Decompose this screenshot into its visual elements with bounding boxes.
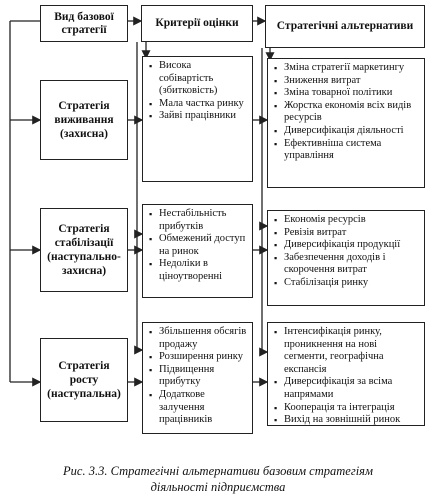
- alternatives-list: [268, 59, 424, 163]
- list-item: ▪ Жорстка економія всіх видів ресурсів: [274, 100, 420, 125]
- criteria-list: [143, 323, 252, 427]
- list-item: ▪ Економія ресурсів: [274, 214, 420, 227]
- header-alternatives-label: Стратегічні альтернативи: [276, 20, 414, 32]
- criteria-box-stabilization: [142, 204, 253, 298]
- list-item: ▪ Зниження витрат: [274, 75, 420, 88]
- list-item: ▪ Інтенсифікація ринку, проникнення на нові сегменти, географічна експансія: [274, 326, 420, 376]
- header-strategy-type: [40, 5, 128, 42]
- header-criteria-label: Критерії оцінки: [155, 17, 239, 29]
- header-strategy-type-label: Вид базової стратегії: [54, 10, 114, 36]
- criteria-list: [143, 57, 252, 123]
- list-item: ▪ Висока собівартість (збитковість): [149, 60, 248, 98]
- strategy-label: Стратегія росту (наступальна): [47, 360, 121, 400]
- list-item: ▪ Диверсифікація за всіма напрямами: [274, 376, 420, 401]
- alternatives-box-survival: [267, 58, 425, 188]
- list-item: ▪ Недоліки в ціноутворенні: [149, 258, 248, 283]
- list-item: ▪ Нестабільність прибутків: [149, 208, 248, 233]
- strategy-box-stabilization: [40, 208, 128, 292]
- list-item: ▪ Зайві працівники: [149, 110, 248, 123]
- alternatives-box-stabilization: [267, 210, 425, 306]
- figure-caption-line-2: діяльності підприємства: [150, 480, 286, 494]
- list-item: ▪ Ефективніша система управління: [274, 138, 420, 163]
- criteria-list: [143, 205, 252, 284]
- header-criteria: [141, 5, 253, 42]
- alternatives-list: [268, 211, 424, 290]
- strategy-label: Стратегія стабілізації (наступально-захисна): [47, 223, 121, 277]
- list-item: ▪ Додаткове залучення працівників: [149, 389, 248, 427]
- list-item: ▪ Обмежений доступ на ринок: [149, 233, 248, 258]
- list-item: ▪ Диверсифікація діяльності: [274, 125, 420, 138]
- strategy-box-growth: [40, 338, 128, 422]
- strategy-label: Стратегія виживання (захисна): [54, 100, 114, 140]
- list-item: ▪ Стабілізація ринку: [274, 277, 420, 290]
- list-item: ▪ Зміна товарної політики: [274, 87, 420, 100]
- list-item: ▪ Зміна стратегії маркетингу: [274, 62, 420, 75]
- header-alternatives: [265, 5, 425, 48]
- list-item: ▪ Підвищення прибутку: [149, 364, 248, 389]
- list-item: ▪ Збільшення обсягів продажу: [149, 326, 248, 351]
- strategy-box-survival: [40, 80, 128, 160]
- list-item: ▪ Вихід на зовнішній ринок: [274, 414, 420, 427]
- alternatives-list: [268, 323, 424, 427]
- list-item: ▪ Розширення ринку: [149, 351, 248, 364]
- figure-caption-line-1: Рис. 3.3. Стратегічні альтернативи базовим стратегіям: [63, 464, 373, 478]
- list-item: ▪ Мала частка ринку: [149, 98, 248, 111]
- list-item: ▪ Кооперація та інтеграція: [274, 402, 420, 415]
- criteria-box-survival: [142, 56, 253, 182]
- list-item: ▪ Ревізія витрат: [274, 227, 420, 240]
- criteria-box-growth: [142, 322, 253, 434]
- list-item: ▪ Диверсифікація продукції: [274, 239, 420, 252]
- alternatives-box-growth: [267, 322, 425, 426]
- list-item: ▪ Забезпечення доходів і скорочення витрат: [274, 252, 420, 277]
